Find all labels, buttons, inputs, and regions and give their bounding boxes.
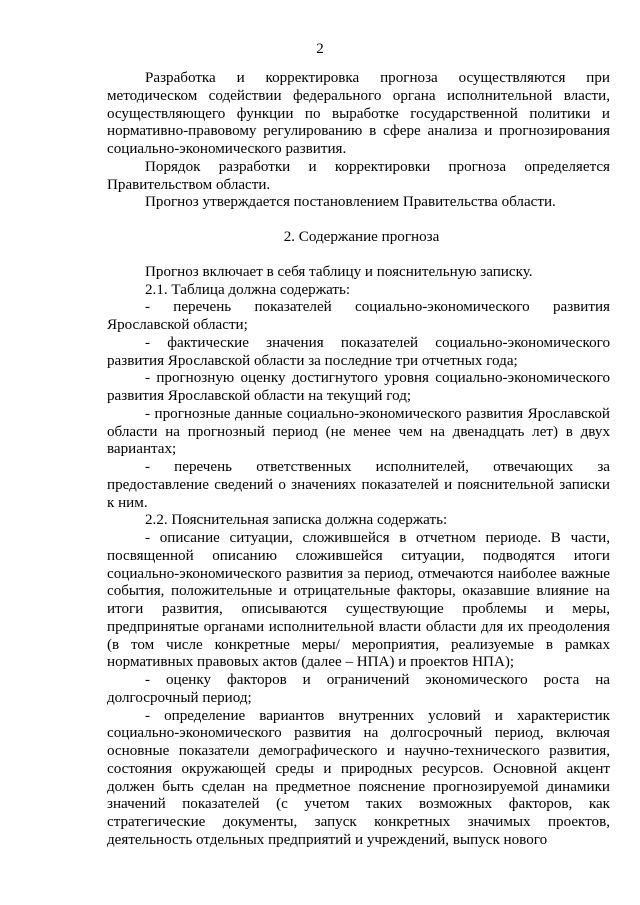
paragraph-explanatory-note: 2.2. Пояснительная записка должна содержать: <box>145 512 448 529</box>
list-item-growth-factors: - оценку факторов и ограничений экономического роста на долгосрочный период; <box>107 672 610 706</box>
list-item-forecast-data: - прогнозные данные социально-экономического развития Ярославской области на прогнозный период (не менее чем на двенадцать лет) в двух вариантах; <box>107 405 610 458</box>
list-item-indicators: - перечень показателей социально-экономического развития Ярославской области; <box>107 299 610 333</box>
list-item-development-variants: - определение вариантов внутренних условий и характеристик социально-экономического развития на долгосрочный период, включая основные показатели демографического и научно-технического развития, состояния окружающей среды и природных ресурсов. Основной акцент должен быть сделан на предметное пояснение прогнозируемой динамики значений показателей (с учетом таких возможных факторов, как стратегические документы, запуск конкретных значимых проектов, деятельность отдельных предприятий и учреждений, выпуск нового <box>107 707 610 848</box>
paragraph-forecast-contents: Прогноз включает в себя таблицу и пояснительную записку. <box>145 263 533 280</box>
list-item-situation-description: - описание ситуации, сложившейся в отчетном периоде. В части, посвященной описанию сложившейся ситуации, подводятся итоги социально-экономического развития за период, отмечаются наиболее важные события, положительные и отрицательные факторы, оказавшие влияние на итоги развития, описываются существующие проблемы и меры, предпринятые органами исполнительной власти области для их преодоления (в том числе конкретные меры/ мероприятия, реализуемые в рамках нормативных правовых актов (далее – НПА) и проектов НПА); <box>107 530 610 671</box>
list-item-responsible-executors: - перечень ответственных исполнителей, отвечающих за предоставление сведений о значениях показателей и пояснительной записки к ним. <box>107 459 610 511</box>
section-heading: 2. Содержание прогноза <box>283 229 440 245</box>
list-item-current-year-estimate: - прогнозную оценку достигнутого уровня социально-экономического развития Ярославской области на текущий год; <box>107 370 610 404</box>
paragraph-methodical-assistance: Разработка и корректировка прогноза осуществляются при методическом содействии федерального органа исполнительной власти, осуществляющего функции по выработке государственной политики и нормативно-правовому регулированию в сфере анализа и прогнозирования социально-экономического развития. <box>107 70 610 157</box>
list-item-actual-values: - фактические значения показателей социально-экономического развития Ярославской области за последние три отчетных года; <box>107 334 610 369</box>
document-body <box>107 70 610 850</box>
paragraph-approval: Прогноз утверждается постановлением Правительства области. <box>145 194 556 211</box>
page-number: 2 <box>316 41 324 57</box>
paragraph-table-contents: 2.1. Таблица должна содержать: <box>145 281 351 298</box>
paragraph-development-procedure: Порядок разработки и корректировки прогноза определяется Правительством области. <box>107 158 610 193</box>
